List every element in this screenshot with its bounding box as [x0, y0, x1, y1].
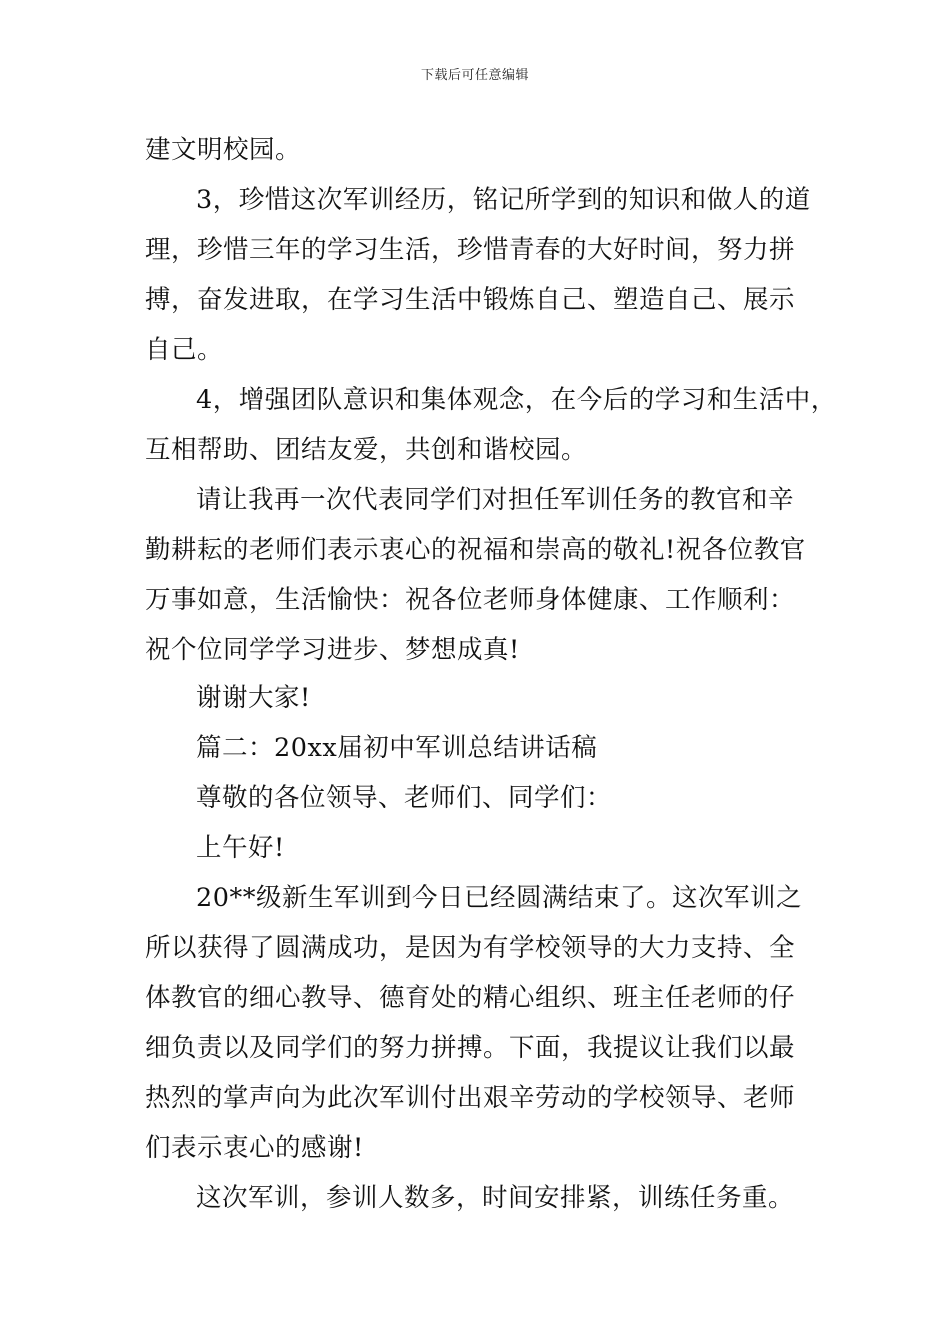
text-line: 这次军训，参训人数多，时间安排紧，训练任务重。: [196, 1183, 795, 1213]
page-header: 下载后可任意编辑: [420, 68, 529, 83]
text-line: 们表示衷心的感谢!: [145, 1133, 364, 1163]
text-line: 20**级新生军训到今日已经圆满结束了。这次军训之: [196, 883, 802, 913]
text-line: 所以获得了圆满成功，是因为有学校领导的大力支持、全: [145, 933, 796, 963]
section-heading: 篇二：20xx届初中军训总结讲话稿: [196, 733, 598, 763]
text-line: 互相帮助、团结友爱，共创和谐校园。: [145, 435, 588, 465]
text-line: 祝个位同学学习进步、梦想成真!: [145, 635, 520, 665]
text-line: 自己。: [145, 335, 224, 365]
text-line: 热烈的掌声向为此次军训付出艰辛劳动的学校领导、老师: [145, 1083, 796, 1113]
text-line: 请让我再一次代表同学们对担任军训任务的教官和辛: [196, 485, 795, 515]
text-line: 建文明校园。: [145, 135, 302, 165]
text-line: 谢谢大家!: [196, 683, 311, 713]
text-line: 细负责以及同学们的努力拼搏。下面，我提议让我们以最: [145, 1033, 796, 1063]
text-line: 尊敬的各位领导、老师们、同学们：: [196, 783, 613, 813]
text-line: 万事如意，生活愉快：祝各位老师身体健康、工作顺利：: [145, 585, 796, 615]
text-line: 体教官的细心教导、德育处的精心组织、班主任老师的仔: [145, 983, 796, 1013]
text-line: 理，珍惜三年的学习生活，珍惜青春的大好时间，努力拼: [145, 235, 796, 265]
text-line: 4，增强团队意识和集体观念，在今后的学习和生活中，: [196, 385, 837, 415]
text-line: 搏，奋发进取，在学习生活中锻炼自己、塑造自己、展示: [145, 285, 796, 315]
text-line: 3，珍惜这次军训经历，铭记所学到的知识和做人的道: [196, 185, 811, 215]
text-line: 上午好!: [196, 833, 285, 863]
text-line: 勤耕耘的老师们表示衷心的祝福和崇高的敬礼!祝各位教官: [145, 535, 806, 565]
